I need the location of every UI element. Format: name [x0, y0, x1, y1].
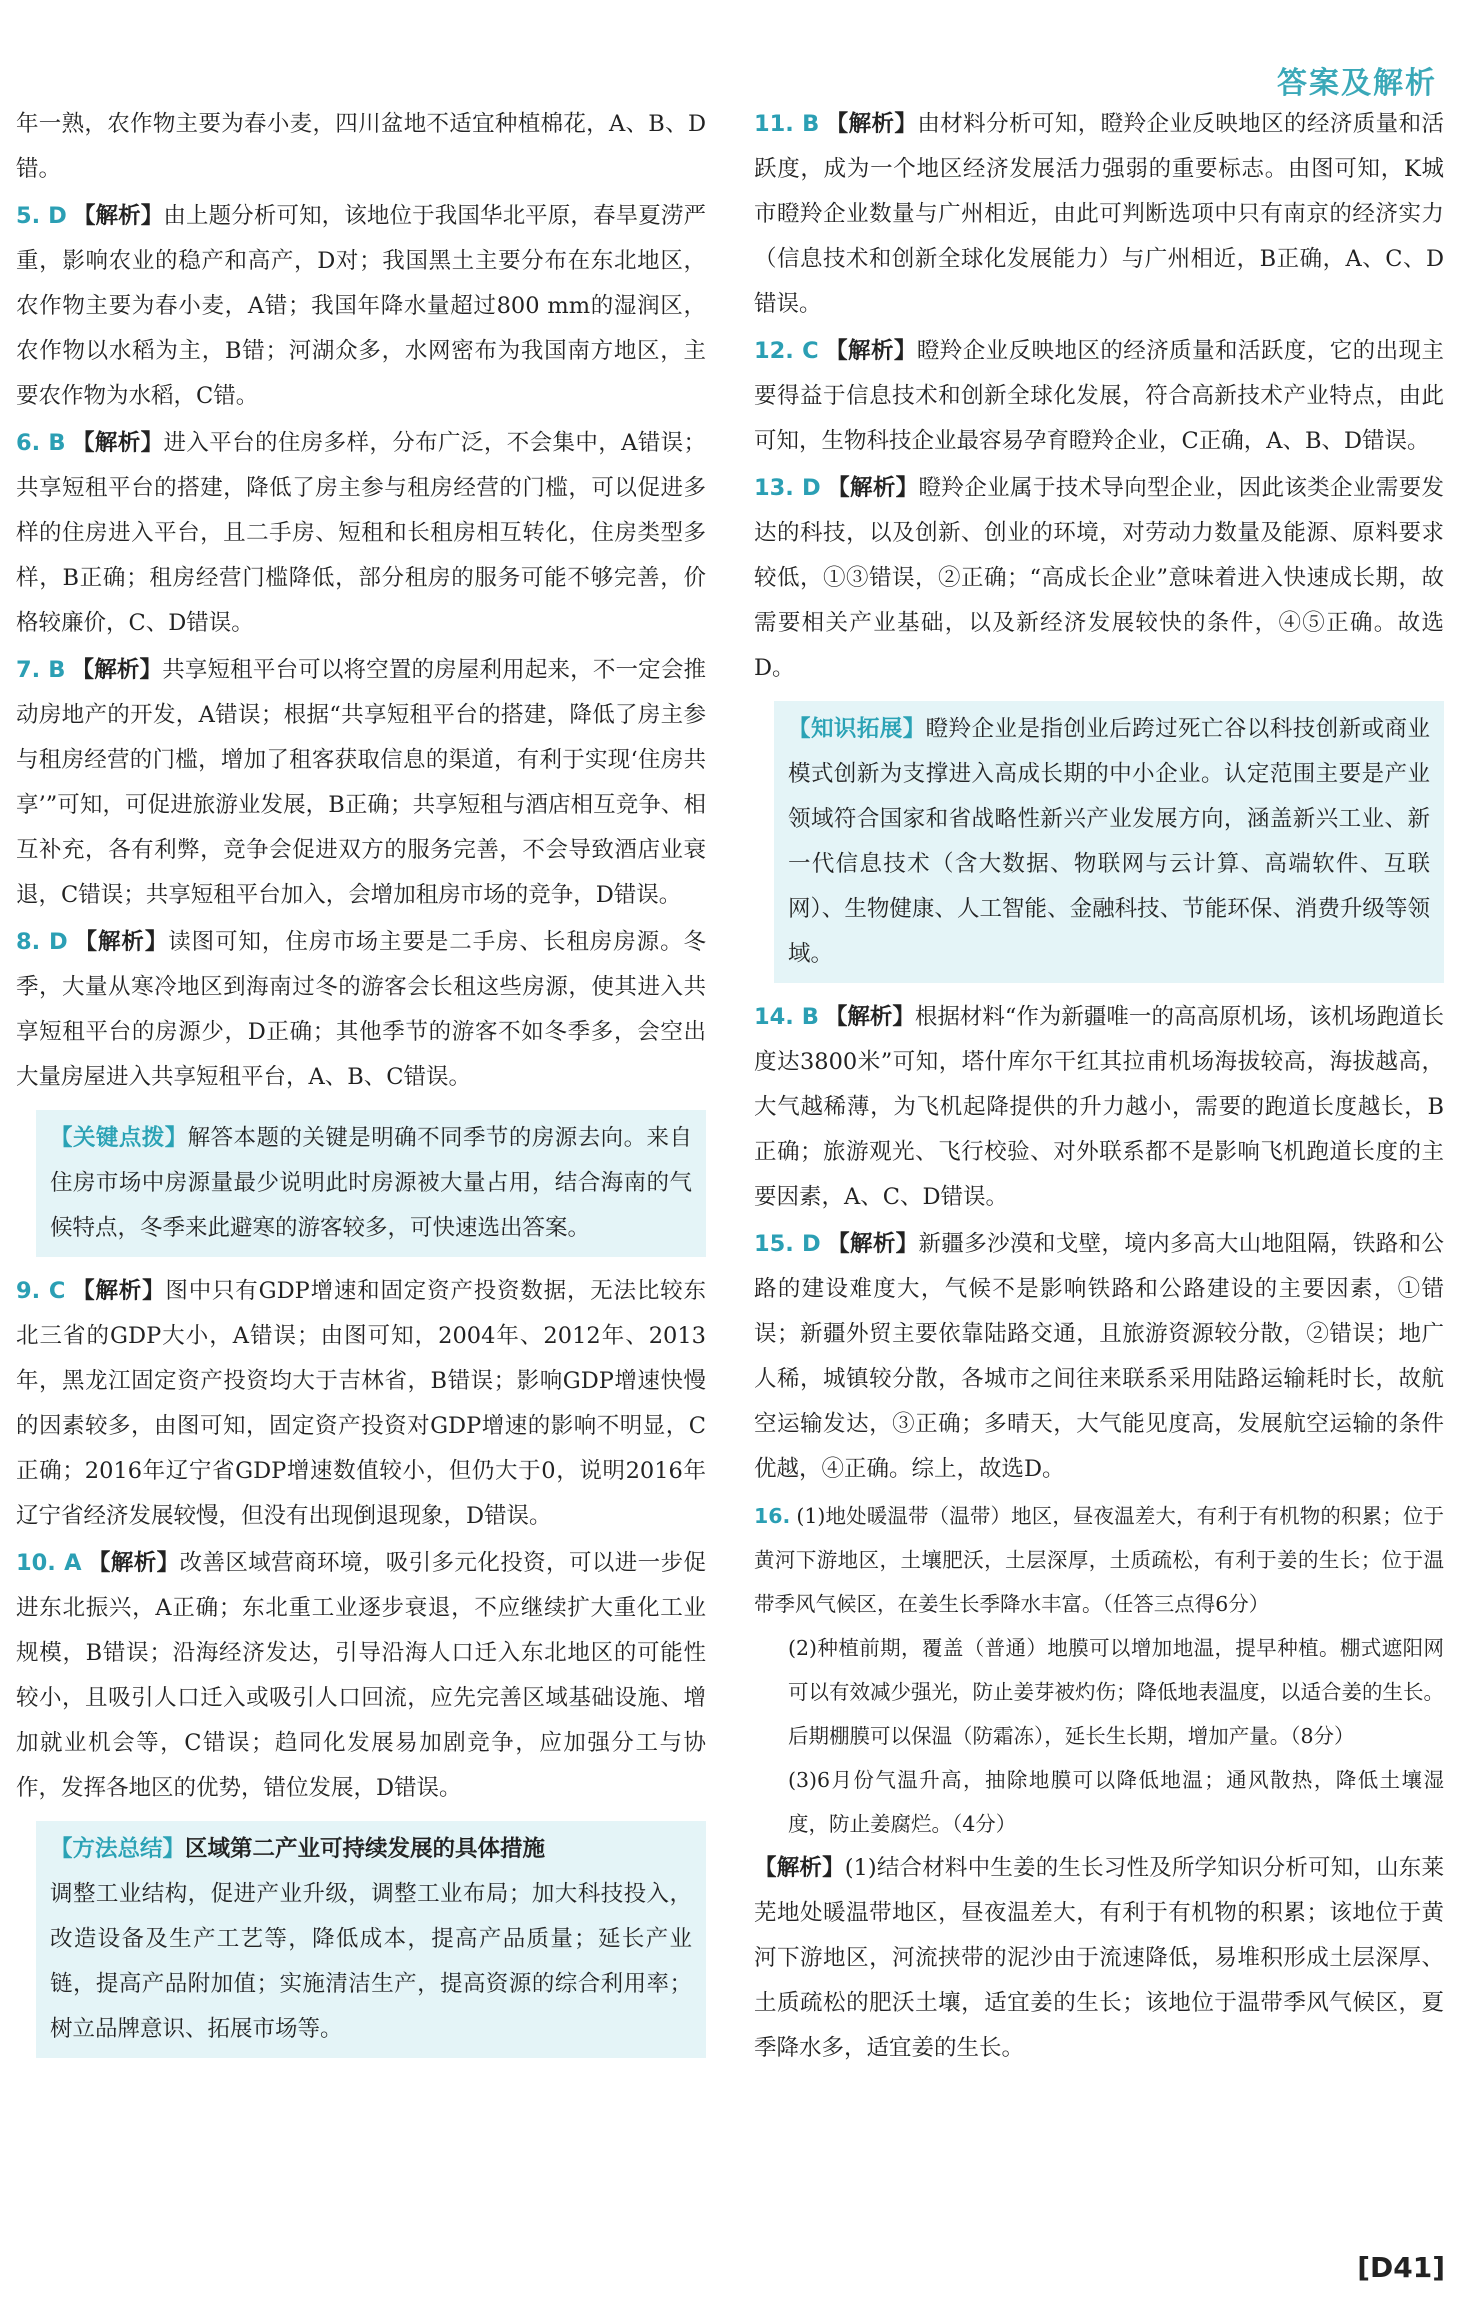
- answer-16: [754, 1494, 1444, 1846]
- answer-9: [16, 1269, 706, 1539]
- box-text: 瞪羚企业是指创业后跨过死亡谷以科技创新或商业模式创新为支撑进入高成长期的中小企业。认定范围主要是产业领域符合国家和省战略性新兴产业发展方向，涵盖新兴工业、新一代信息技术（含大数据、物联网与云计算、高端软件、互联网）、生物健康、人工智能、金融科技、节能环保、消费升级等领域。: [788, 716, 1430, 967]
- question-number: 8. D: [16, 929, 68, 955]
- question-number: 5. D: [16, 203, 67, 229]
- answer-part-3: (3)6月份气温升高，抽除地膜可以降低地温；通风散热，降低土壤湿度，防止姜腐烂。（4分）: [788, 1768, 1444, 1836]
- answer-11: [754, 102, 1444, 327]
- answer-text: 共享短租平台可以将空置的房屋利用起来，不一定会推动房地产的开发，A错误；根据“共享短租平台的搭建，降低了房主参与租房经营的门槛，增加了租客获取信息的渠道，有利于实现‘住房共享’”可知，可促进旅游业发展，B正确；共享短租与酒店相互竞争、相互补充，各有利弊，竞争会促进双方的服务完善，不会导致酒店业衰退，C错误；共享短租平台加入，会增加租房市场的竞争，D错误。: [16, 657, 706, 908]
- answer-4-continued: 年一熟，农作物主要为春小麦，四川盆地不适宜种植棉花，A、B、D错。: [16, 111, 706, 182]
- answer-8: [16, 920, 706, 1100]
- answer-text: 瞪羚企业反映地区的经济质量和活跃度，它的出现主要得益于信息技术和创新全球化发展，符合高新技术产业特点，由此可知，生物科技企业最容易孕育瞪羚企业，C正确，A、B、D错误。: [754, 338, 1444, 454]
- answer-13: [754, 466, 1444, 691]
- answer-text: 进入平台的住房多样，分布广泛，不会集中，A错误；共享短租平台的搭建，降低了房主参与租房经营的门槛，可以促进多样的住房进入平台，且二手房、短租和长租房相互转化，住房类型多样，B正确；租房经营门槛降低，部分租房的服务可能不够完善，价格较廉价，C、D错误。: [16, 430, 706, 636]
- analysis-tag: 【解析】: [71, 430, 164, 456]
- answer-part-1: (1)地处暖温带（温带）地区，昼夜温差大，有利于有机物的积累；位于黄河下游地区，土壤肥沃，土层深厚，土质疏松，有利于姜的生长；位于温带季风气候区，在姜生长季降水丰富。（任答三点得6分）: [754, 1504, 1444, 1616]
- analysis-tag: 【解析】: [826, 475, 919, 501]
- analysis-tag: 【解析】: [71, 657, 163, 683]
- answer-text: 根据材料“作为新疆唯一的高高原机场，该机场跑道长度达3800米”可知，塔什库尔干红其拉甫机场海拔较高，海拔越高，大气越稀薄，为飞机起降提供的升力越小，需要的跑道长度越长，B正确；旅游观光、飞行校验、对外联系都不是影响飞机跑道长度的主要因素，A、C、D错误。: [754, 1004, 1444, 1210]
- question-number: 11. B: [754, 111, 820, 137]
- key-point-box: [36, 1110, 706, 1257]
- box-title: 【方法总结】: [50, 1836, 186, 1862]
- analysis-tag: 【解析】: [824, 338, 917, 364]
- question-number: 6. B: [16, 430, 66, 456]
- answer-text: 由上题分析可知，该地位于我国华北平原，春旱夏涝严重，影响农业的稳产和高产，D对；我国黑土主要分布在东北地区，农作物主要为春小麦，A错；我国年降水量超过800 mm的湿润区，农作物以水稻为主，B错；河湖众多，水网密布为我国南方地区，主要农作物为水稻，C错。: [16, 203, 706, 409]
- right-column: [754, 102, 1444, 2073]
- analysis-tag: 【解析】: [824, 1004, 915, 1030]
- answer-text: 由材料分析可知，瞪羚企业反映地区的经济质量和活跃度，成为一个地区经济发展活力强弱的重要标志。由图可知，K城市瞪羚企业数量与广州相近，由此可判断选项中只有南京的经济实力（信息技术和创新全球化发展能力）与广州相近，B正确，A、C、D错误。: [754, 111, 1444, 317]
- answer-7: [16, 648, 706, 918]
- page-number-text: D41: [1369, 2251, 1433, 2284]
- page-header-title: 答案及解析: [1277, 66, 1437, 101]
- question-number: 7. B: [16, 657, 66, 683]
- question-number: 10. A: [16, 1550, 82, 1576]
- analysis-tag: 【解析】: [826, 1231, 919, 1257]
- answer-5: [16, 194, 706, 419]
- answer-text: 瞪羚企业属于技术导向型企业，因此该类企业需要发达的科技，以及创新、创业的环境，对劳动力数量及能源、原料要求较低，①③错误，②正确；“高成长企业”意味着进入快速成长期，故需要相关产业基础，以及新经济发展较快的条件，④⑤正确。故选D。: [754, 475, 1444, 681]
- page-number: [D41]: [1357, 2251, 1445, 2284]
- box-subtitle: 区域第二产业可持续发展的具体措施: [185, 1836, 546, 1862]
- answer-text: 图中只有GDP增速和固定资产投资数据，无法比较东北三省的GDP大小，A错误；由图可知，2004年、2012年、2013年，黑龙江固定资产投资均大于吉林省，B错误；影响GDP增速快慢的因素较多，由图可知，固定资产投资对GDP增速的影响不明显，C正确；2016年辽宁省GDP增速数值较小，但仍大于0，说明2016年辽宁省经济发展较慢，但没有出现倒退现象，D错误。: [16, 1278, 706, 1529]
- left-column: [16, 102, 706, 2070]
- method-summary-box: [36, 1821, 706, 2058]
- answer-part-2: (2)种植前期，覆盖（普通）地膜可以增加地温，提早种植。棚式遮阳网可以有效减少强光，防止姜芽被灼伤；降低地表温度，以适合姜的生长。后期棚膜可以保温（防霜冻），延长生长期，增加产量。（8分）: [788, 1636, 1444, 1748]
- question-number: 12. C: [754, 338, 819, 364]
- question-number: 9. C: [16, 1278, 66, 1304]
- question-number: 14. B: [754, 1004, 819, 1030]
- box-title: 【知识拓展】: [788, 716, 926, 742]
- question-number: 15. D: [754, 1231, 821, 1257]
- answer-14: [754, 995, 1444, 1220]
- answer-16-analysis: [754, 1846, 1444, 2071]
- box-title: 【关键点拨】: [50, 1125, 188, 1151]
- answer-text: 改善区域营商环境，吸引多元化投资，可以进一步促进东北振兴，A正确；东北重工业逐步衰退，不应继续扩大重化工业规模，B错误；沿海经济发达，引导沿海人口迁入东北地区的可能性较小，且吸引人口迁入或吸引人口回流，应先完善区域基础设施、增加就业机会等，C错误；趋同化发展易加剧竞争，应加强分工与协作，发挥各地区的优势，错位发展，D错误。: [16, 1550, 706, 1801]
- answer-text: (1)结合材料中生姜的生长习性及所学知识分析可知，山东莱芜地处暖温带地区，昼夜温差大，有利于有机物的积累；该地位于黄河下游地区，河流挟带的泥沙由于流速降低，易堆积形成土层深厚、土质疏松的肥沃土壤，适宜姜的生长；该地位于温带季风气候区，夏季降水多，适宜姜的生长。: [754, 1855, 1444, 2061]
- answer-text: 新疆多沙漠和戈壁，境内多高大山地阻隔，铁路和公路的建设难度大，气候不是影响铁路和公路建设的主要因素，①错误；新疆外贸主要依靠陆路交通，且旅游资源较分散，②错误；地广人稀，城镇较分散，各城市之间往来联系采用陆路运输耗时长，故航空运输发达，③正确；多晴天，大气能见度高，发展航空运输的条件优越，④正确。综上，故选D。: [754, 1231, 1444, 1482]
- answer-10: [16, 1541, 706, 1811]
- answer-15: [754, 1222, 1444, 1492]
- knowledge-extension-box: [774, 701, 1444, 983]
- answer-text: 读图可知，住房市场主要是二手房、长租房房源。冬季，大量从寒冷地区到海南过冬的游客会长租这些房源，使其进入共享短租平台的房源少，D正确；其他季节的游客不如冬季多，会空出大量房屋进入共享短租平台，A、B、C错误。: [16, 929, 706, 1090]
- question-number: 16.: [754, 1504, 791, 1528]
- analysis-tag: 【解析】: [71, 1278, 166, 1304]
- answer-12: [754, 329, 1444, 464]
- analysis-tag: 【解析】: [72, 203, 164, 229]
- question-number: 13. D: [754, 475, 821, 501]
- analysis-tag: 【解析】: [825, 111, 918, 137]
- analysis-tag: 【解析】: [73, 929, 169, 955]
- box-text: 调整工业结构，促进产业升级，调整工业布局；加大科技投入，改造设备及生产工艺等，降低成本，提高产品质量；延长产业链，提高产品附加值；实施清洁生产，提高资源的综合利用率；树立品牌意识、拓展市场等。: [50, 1881, 692, 2042]
- analysis-tag: 【解析】: [87, 1550, 180, 1576]
- analysis-tag: 【解析】: [754, 1855, 845, 1881]
- answer-6: [16, 421, 706, 646]
- box-text: 解答本题的关键是明确不同季节的房源去向。来自住房市场中房源量最少说明此时房源被大量占用，结合海南的气候特点，冬季来此避寒的游客较多，可快速选出答案。: [50, 1125, 692, 1241]
